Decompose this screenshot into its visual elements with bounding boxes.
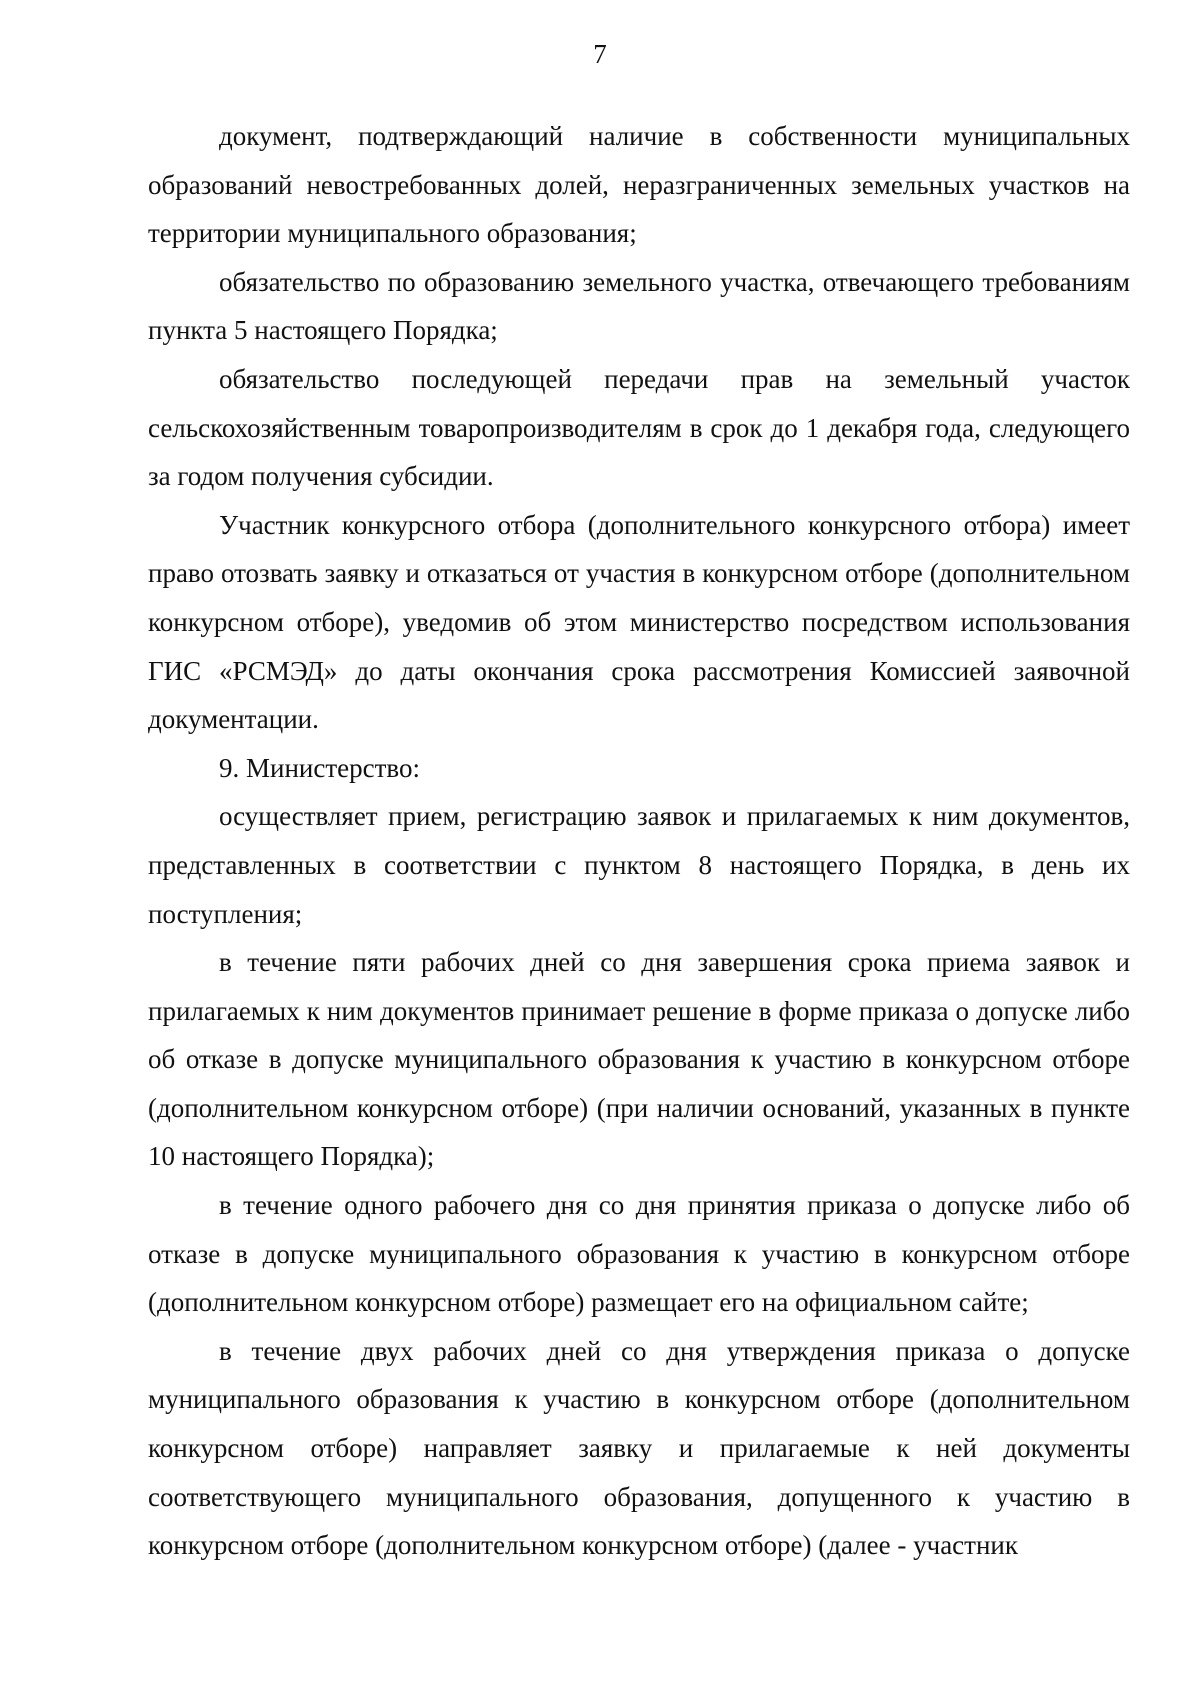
paragraph-ministry-heading: 9. Министерство:: [219, 752, 420, 783]
paragraph-ministry-forwarding: в течение двух рабочих дней со дня утверждения приказа о допуске муниципального образования к участию в конкурсном отборе (дополнительном конкурсном отборе) направляет заявку и прилагаемые к ней документы соответствующего муниципального образования, допущенного к участию в конкурсном отборе (дополнительном конкурсном отборе) (далее - участник: [148, 1335, 1130, 1561]
paragraph-ministry-registration: осуществляет прием, регистрацию заявок и прилагаемых к ним документов, представленных в соответствии с пунктом 8 настоящего Порядка, в день их поступления;: [148, 801, 1130, 929]
paragraph-ministry-decision: в течение пяти рабочих дней со дня завершения срока приема заявок и прилагаемых к ним документов принимает решение в форме приказа о допуске либо об отказе в допуске муниципального образования к участию в конкурсном отборе (дополнительном конкурсном отборе) (при наличии оснований, указанных в пункте 10 настоящего Порядка);: [148, 947, 1130, 1172]
document-body: [148, 112, 1130, 1570]
paragraph-participant-withdrawal: Участник конкурсного отбора (дополнительного конкурсного отбора) имеет право отозвать заявку и отказаться от участия в конкурсном отборе (дополнительном конкурсном отборе), уведомив об этом министерство посредством использования ГИС «РСМЭД» до даты окончания срока рассмотрения Комиссией заявочной документации.: [148, 509, 1130, 735]
paragraph-obligation-formation: обязательство по образованию земельного участка, отвечающего требованиям пункта 5 настоящего Порядка;: [148, 266, 1130, 346]
page-number: 7: [593, 39, 607, 69]
paragraph-ministry-publication: в течение одного рабочего дня со дня принятия приказа о допуске либо об отказе в допуске муниципального образования к участию в конкурсном отборе (дополнительном конкурсном отборе) размещает его на официальном сайте;: [148, 1190, 1130, 1318]
paragraph-document-ownership: документ, подтверждающий наличие в собственности муниципальных образований невостребованных долей, неразграниченных земельных участков на территории муниципального образования;: [148, 121, 1130, 249]
paragraph-obligation-transfer: обязательство последующей передачи прав на земельный участок сельскохозяйственным товаропроизводителям в срок до 1 декабря года, следующего за годом получения субсидии.: [148, 363, 1130, 492]
